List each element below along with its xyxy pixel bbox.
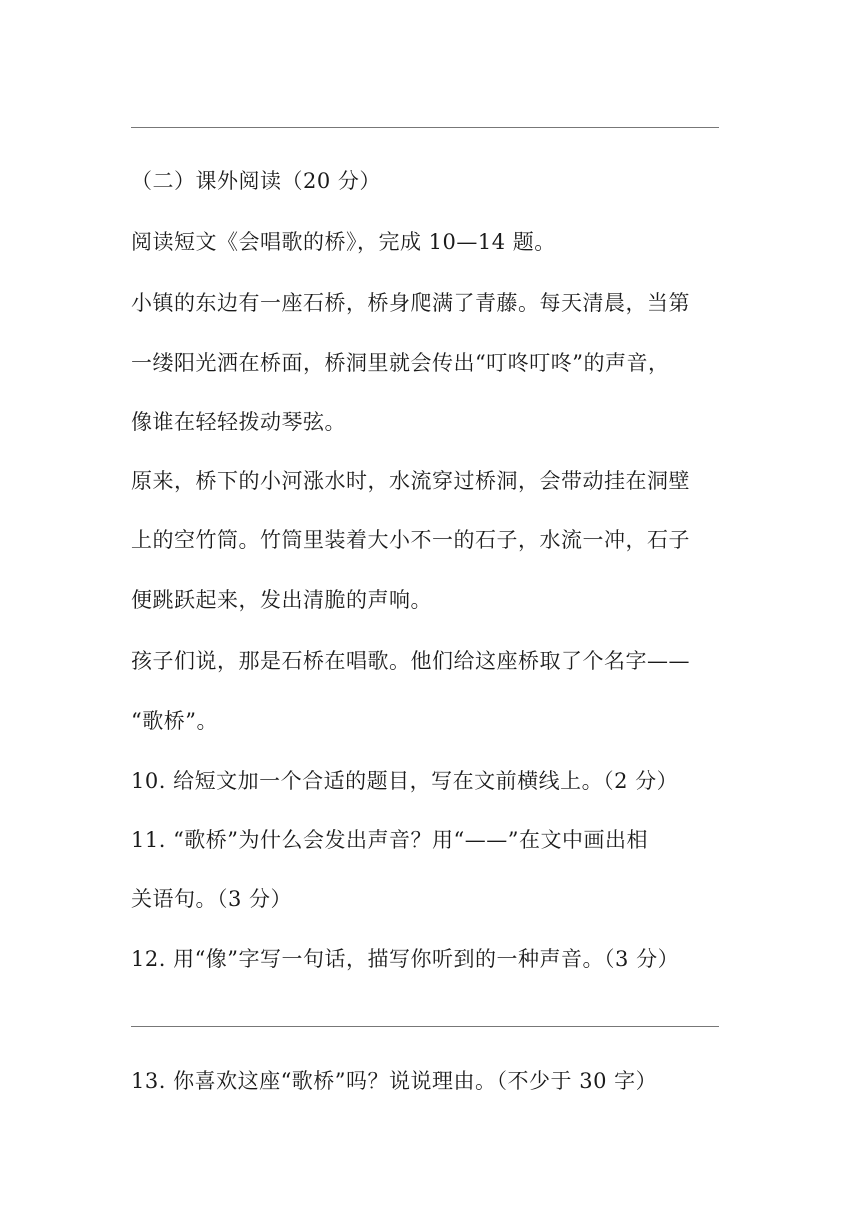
question-11: 11. “歌桥”为什么会发出声音？用“——”在文中画出相 xyxy=(131,828,649,852)
passage-line: 像谁在轻轻拨动琴弦。 xyxy=(131,410,346,434)
passage-line: 便跳跃起来，发出清脆的声响。 xyxy=(131,588,432,612)
title-blank-line xyxy=(131,127,719,128)
question-10: 10. 给短文加一个合适的题目，写在文前横线上。（2 分） xyxy=(131,769,679,793)
passage-line: 小镇的东边有一座石桥，桥身爬满了青藤。每天清晨，当第 xyxy=(131,291,690,315)
question-12: 12. 用“像”字写一句话，描写你听到的一种声音。（3 分） xyxy=(131,947,680,971)
passage-line: 孩子们说，那是石桥在唱歌。他们给这座桥取了个名字—— xyxy=(131,649,690,673)
passage-line: 原来，桥下的小河涨水时，水流穿过桥洞，会带动挂在洞壁 xyxy=(131,469,690,493)
section-heading: （二）课外阅读（20 分） xyxy=(131,169,381,193)
reading-instruction: 阅读短文《会唱歌的桥》，完成 10—14 题。 xyxy=(131,230,556,254)
passage-line: “歌桥”。 xyxy=(131,709,218,733)
answer-blank-line xyxy=(131,1026,719,1027)
question-11-continued: 关语句。（3 分） xyxy=(131,887,293,911)
passage-line: 一缕阳光洒在桥面，桥洞里就会传出“叮咚叮咚”的声音， xyxy=(131,351,670,375)
question-13: 13. 你喜欢这座“歌桥”吗？说说理由。（不少于 30 字） xyxy=(131,1069,658,1093)
passage-line: 上的空竹筒。竹筒里装着大小不一的石子，水流一冲，石子 xyxy=(131,528,690,552)
